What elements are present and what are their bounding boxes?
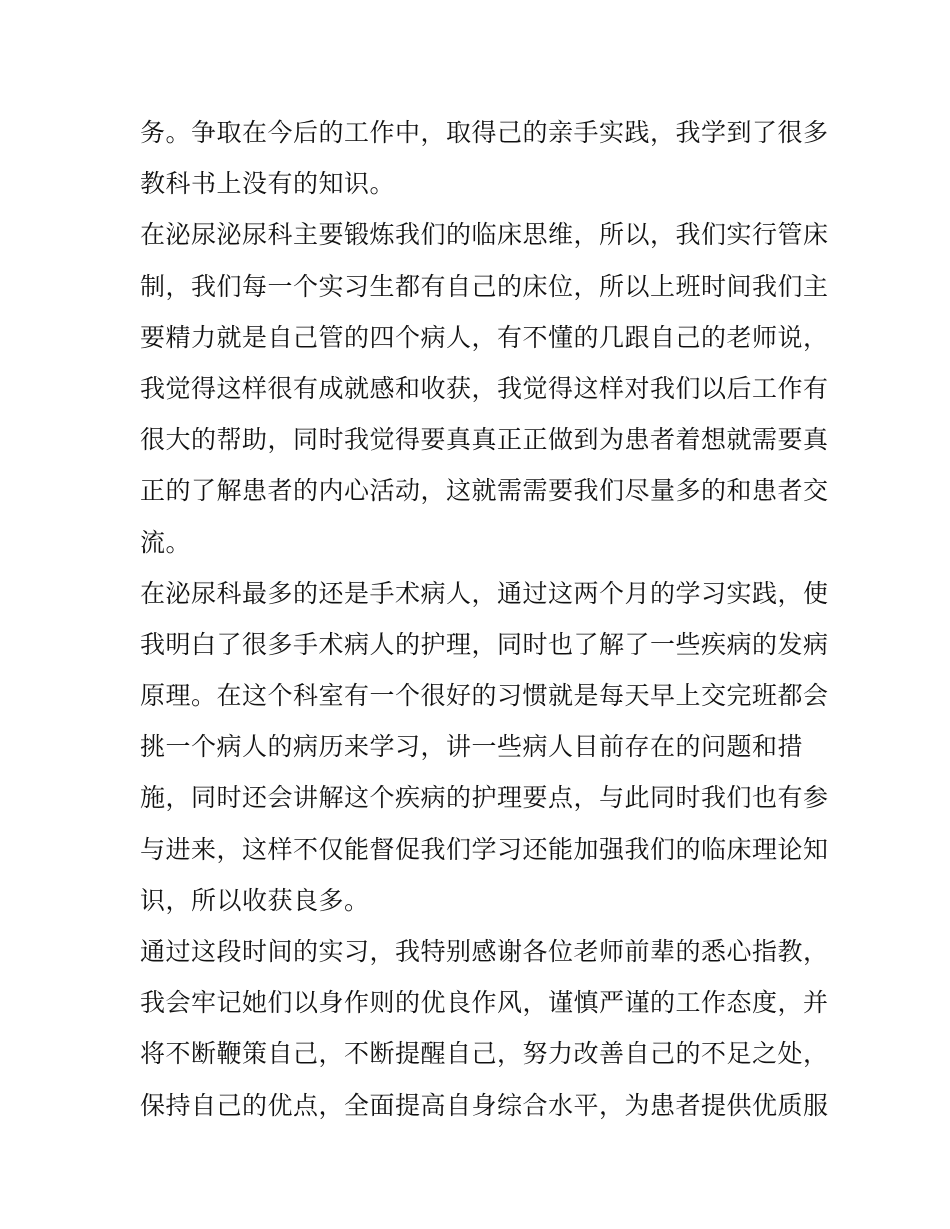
text-line: 我会牢记她们以身作则的优良作风，谨慎严谨的工作态度，并	[140, 988, 829, 1018]
text-line: 很大的帮助，同时我觉得要真真正正做到为患者着想就需要真	[140, 425, 829, 455]
text-line: 要精力就是自己管的四个病人，有不懂的几跟自己的老师说，	[140, 322, 829, 352]
text-line: 务。争取在今后的工作中，取得己的亲手实践，我学到了很多	[140, 118, 829, 147]
text-line: 我明白了很多手术病人的护理，同时也了解了一些疾病的发病	[140, 629, 829, 659]
text-line: 原理。在这个科室有一个很好的习惯就是每天早上交完班都会	[140, 681, 829, 711]
text-line: 制，我们每一个实习生都有自己的床位，所以上班时间我们主	[140, 271, 829, 301]
text-line: 在泌尿科最多的还是手术病人，通过这两个月的学习实践，使	[140, 578, 829, 608]
text-line: 流。	[140, 527, 192, 557]
text-line: 正的了解患者的内心活动，这就需需要我们尽量多的和患者交	[140, 476, 829, 506]
text-line: 施，同时还会讲解这个疾病的护理要点，与此同时我们也有参	[140, 783, 829, 813]
document-body	[140, 107, 829, 1131]
text-line: 教科书上没有的知识。	[140, 169, 396, 199]
text-line: 保持自己的优点，全面提高自身综合水平，为患者提供优质服	[140, 1090, 829, 1120]
text-line: 在泌尿泌尿科主要锻炼我们的临床思维，所以，我们实行管床	[140, 220, 829, 250]
text-line: 与进来，这样不仅能督促我们学习还能加强我们的临床理论知	[140, 834, 829, 864]
text-line: 将不断鞭策自己，不断提醒自己，努力改善自己的不足之处，	[140, 1039, 829, 1069]
text-line: 通过这段时间的实习，我特别感谢各位老师前辈的悉心指教，	[140, 937, 829, 966]
text-line: 挑一个病人的病历来学习，讲一些病人目前存在的问题和措	[140, 732, 804, 762]
text-line: 我觉得这样很有成就感和收获，我觉得这样对我们以后工作有	[140, 373, 829, 403]
text-line: 识，所以收获良多。	[140, 885, 370, 915]
